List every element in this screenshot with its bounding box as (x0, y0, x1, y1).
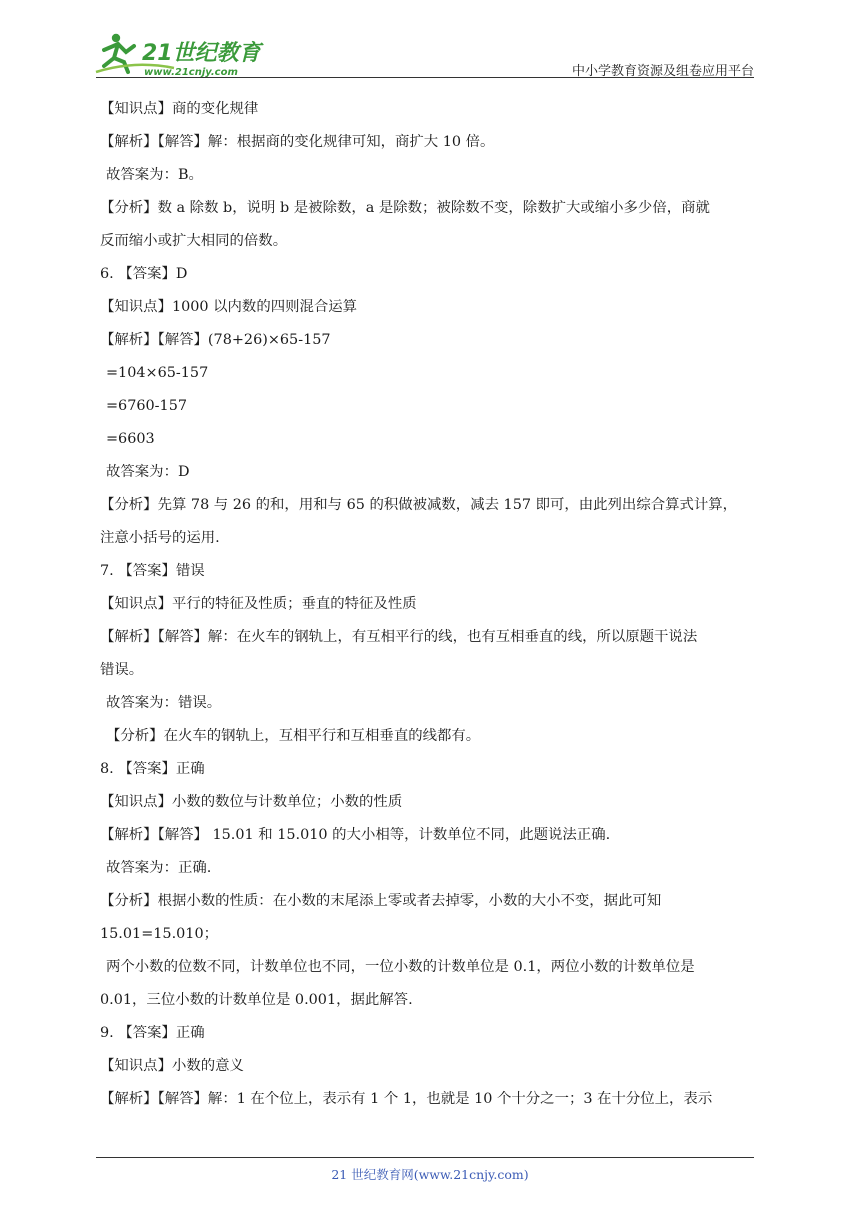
text-line: 反而缩小或扩大相同的倍数。 (100, 233, 288, 249)
text-line: 故答案为：B。 (106, 167, 203, 183)
text-line: 15.01=15.010； (100, 926, 218, 942)
text-line: 故答案为：错误。 (106, 695, 222, 711)
footer-site: 21 世纪教育网(www.21cnjy.com) (331, 1167, 529, 1182)
text-line: =6760-157 (106, 398, 188, 414)
logo-text: 21世纪教育 (142, 41, 261, 66)
text-line: 两个小数的位数不同，计数单位也不同，一位小数的计数单位是 0.1，两位小数的计数单位是 (106, 959, 695, 975)
text-line: 【分析】在火车的钢轨上，互相平行和互相垂直的线都有。 (106, 728, 481, 744)
text-line: 【知识点】平行的特征及性质；垂直的特征及性质 (100, 596, 417, 612)
text-line: 0.01，三位小数的计数单位是 0.001，据此解答. (100, 992, 413, 1008)
logo-url: www.21cnjy.com (144, 67, 238, 78)
text-line: 【解析】【解答】(78+26)×65-157 (100, 332, 331, 348)
text-line: =6603 (106, 431, 155, 447)
text-line: 【知识点】商的变化规律 (100, 101, 259, 117)
text-line: 【分析】先算 78 与 26 的和，用和与 65 的积做被减数，减去 157 即可，由此列出综合算式计算， (100, 497, 738, 513)
text-line: 【解析】【解答】解：根据商的变化规律可知，商扩大 10 倍。 (100, 134, 495, 150)
platform-name: 中小学教育资源及组卷应用平台 (571, 64, 754, 79)
text-line: 【分析】根据小数的性质：在小数的末尾添上零或者去掉零，小数的大小不变，据此可知 (100, 893, 662, 909)
text-line: 6. 【答案】D (100, 266, 188, 282)
text-line: 【知识点】小数的数位与计数单位；小数的性质 (100, 794, 403, 810)
page-header (0, 0, 860, 82)
text-line: 8. 【答案】正确 (100, 761, 205, 777)
text-line: 【知识点】1000 以内数的四则混合运算 (100, 299, 358, 315)
text-line: 7. 【答案】错误 (100, 563, 205, 579)
text-line: =104×65-157 (106, 365, 209, 381)
text-line: 故答案为：正确. (106, 860, 212, 876)
text-line: 故答案为：D (106, 464, 190, 480)
text-line: 注意小括号的运用. (100, 530, 220, 546)
text-line: 【知识点】小数的意义 (100, 1058, 244, 1074)
footer-divider (96, 1157, 754, 1158)
text-line: 9. 【答案】正确 (100, 1025, 205, 1041)
text-line: 【解析】【解答】解：1 在个位上，表示有 1 个 1，也就是 10 个十分之一；3 在十分位上，表示 (100, 1091, 713, 1107)
text-line: 错误。 (100, 662, 144, 678)
document-body (100, 98, 760, 1110)
text-line: 【解析】【解答】解：在火车的钢轨上，有互相平行的线，也有互相垂直的线，所以原题干说法 (100, 629, 698, 645)
21cnjy-logo (94, 30, 264, 78)
text-line: 【解析】【解答】 15.01 和 15.010 的大小相等，计数单位不同，此题说法正确. (100, 827, 611, 843)
header-divider (96, 77, 754, 78)
text-line: 【分析】数 a 除数 b，说明 b 是被除数，a 是除数；被除数不变，除数扩大或缩小多少倍，商就 (100, 200, 710, 216)
